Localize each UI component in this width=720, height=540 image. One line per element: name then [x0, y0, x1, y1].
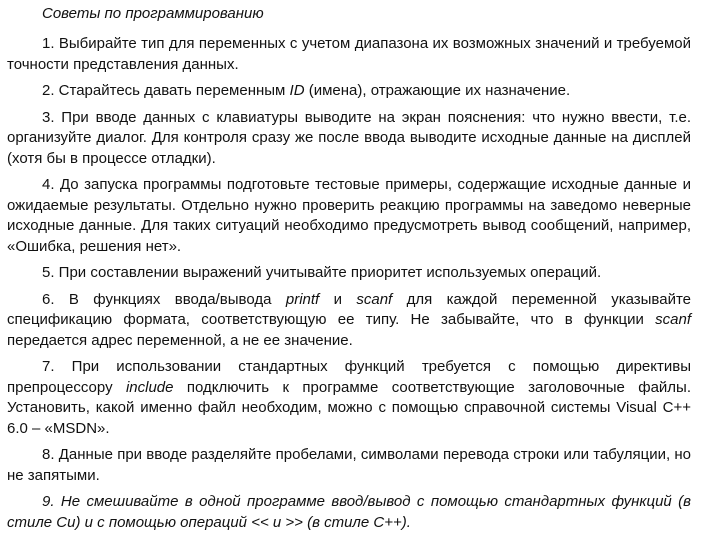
paragraph-text-segment: 4. До запуска программы подготовьте тестовые примеры, содержащие исходные данные и ожидаемые результаты. Отдельно нужно проверить реакцию программы на заведомо неверные исходные данные. Для таких ситуаций необходимо предусмотреть вывод сообщений, например, «Ошибка, решения нет».	[7, 176, 691, 255]
paragraph-p1	[7, 34, 691, 75]
paragraph-p3	[7, 108, 691, 170]
paragraph-p9	[7, 492, 691, 533]
paragraph-text-segment: 8. Данные при вводе разделяйте пробелами, символами перевода строки или табуляции, но не запятыми.	[7, 446, 691, 484]
paragraph-text-segment: printf	[285, 290, 320, 308]
paragraph-p7	[7, 357, 691, 439]
paragraph-text-segment: 6. В функциях ввода/вывода	[42, 290, 286, 308]
paragraph-text-segment: 7. При использовании стандартных функций требуется с помощью директивы препроцессору	[7, 358, 691, 396]
paragraph-text-segment: и	[319, 290, 357, 308]
paragraph-text-segment: передается адрес переменной, а не ее значение.	[7, 331, 353, 349]
paragraph-text-segment: 5. При составлении выражений учитывайте приоритет используемых операций.	[42, 264, 602, 281]
paragraph-text-segment: ID	[289, 82, 305, 99]
paragraph-p6	[7, 290, 691, 352]
paragraph-p2	[7, 81, 691, 102]
paragraph-text-segment: для каждой переменной указывайте спецификацию формата, соответствующую ее типу. Не забывайте, что в функции	[7, 290, 691, 328]
paragraph-p5	[7, 263, 691, 284]
paragraph-text-segment: scanf	[655, 311, 691, 328]
paragraph-list	[7, 34, 691, 533]
paragraph-p4	[7, 175, 691, 257]
paragraph-text-segment: scanf	[356, 290, 393, 308]
paragraph-text-segment: 3. При вводе данных с клавиатуры выводите на экран пояснения: что нужно ввести, т.е. организуйте диалог. Для контроля сразу же после ввода выводите исходные данные на дисплей (хотя бы в процессе отладки).	[7, 108, 691, 167]
document-title: Советы по программированию	[42, 5, 264, 22]
paragraph-text-segment: 1. Выбирайте тип для переменных с учетом диапазона их возможных значений и требуемой точности представления данных.	[7, 35, 691, 73]
document-page	[7, 4, 691, 539]
paragraph-text-segment: (имена), отражающие их назначение.	[304, 82, 571, 99]
paragraph-text-segment: подключить к программе соответствующие заголовочные файлы. Установить, какой именно файл необходим, можно с помощью справочной системы Visual C++ 6.0 – «MSDN».	[7, 378, 691, 437]
paragraph-text-segment: 9. Не смешивайте в одной программе ввод/вывод с помощью стандартных функций (в стиле Си) и с помощью операций << и >> (в стиле С++).	[7, 493, 691, 531]
paragraph-text-segment: 2. Старайтесь давать переменным	[42, 82, 290, 99]
paragraph-p8	[7, 445, 691, 486]
paragraph-text-segment: include	[125, 378, 174, 396]
